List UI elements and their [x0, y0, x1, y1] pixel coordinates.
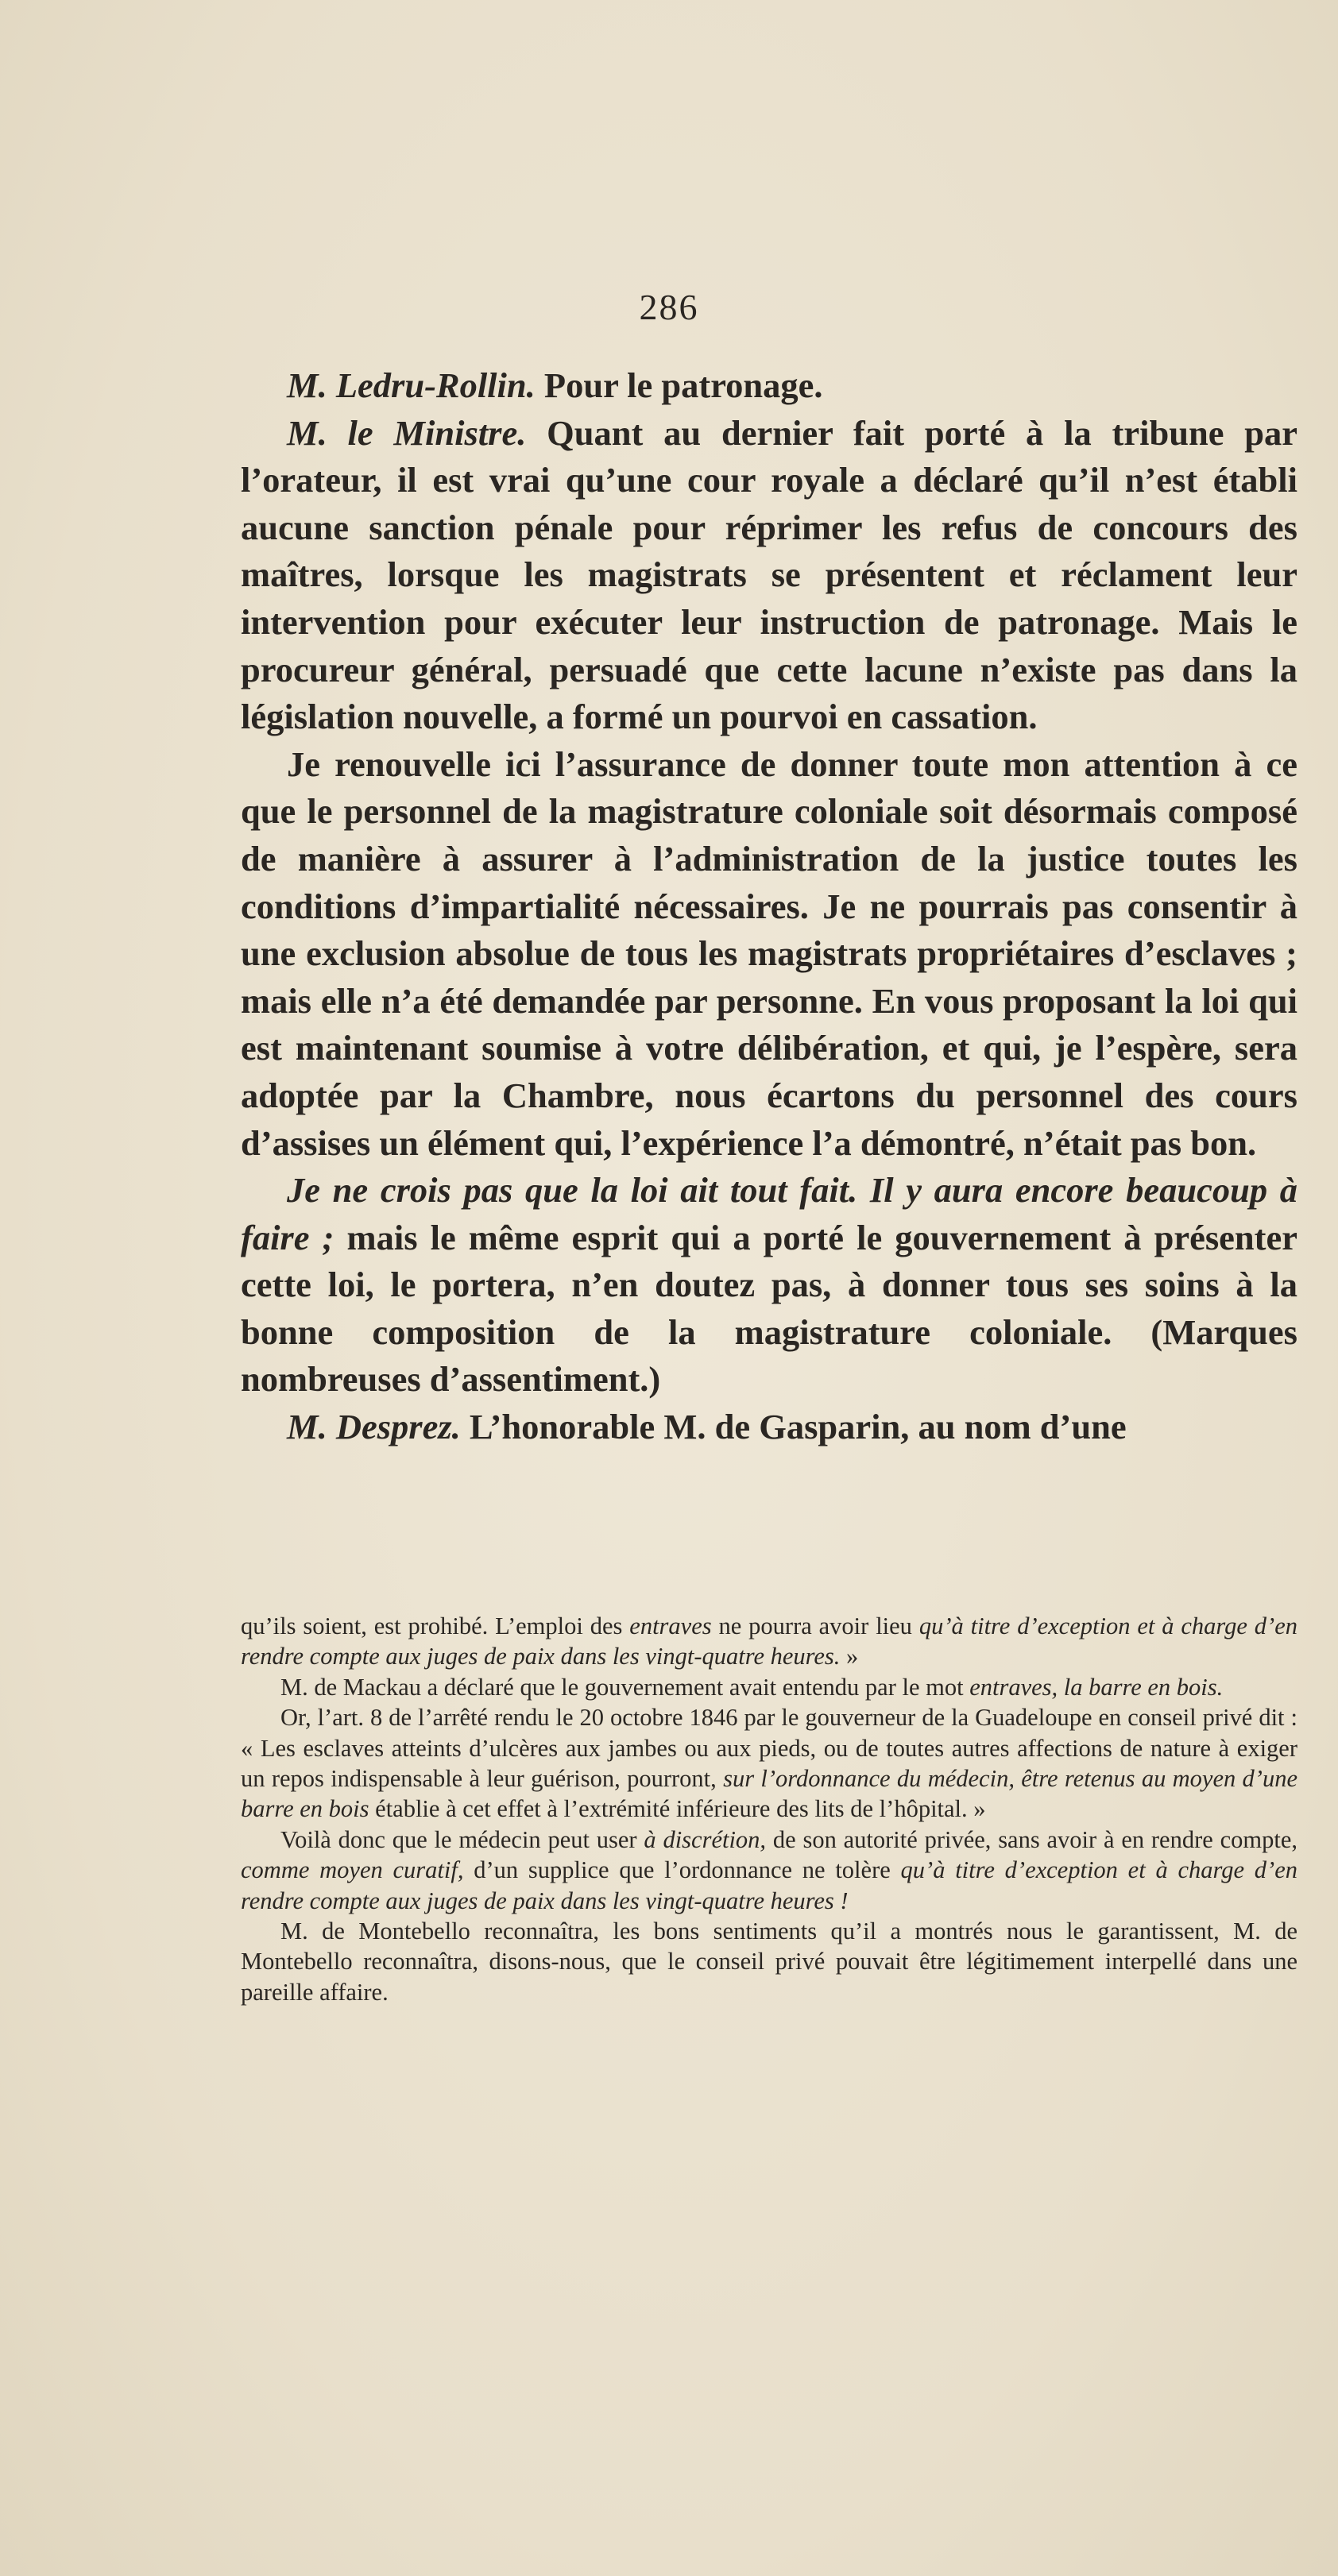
paragraph-1	[241, 362, 1297, 410]
footnote-2	[241, 1672, 1297, 1702]
paragraph-4	[241, 1167, 1297, 1404]
emphasis-text: Je ne crois pas que la loi ait tout fait. Il y aura encore beaucoup à faire ;	[241, 1170, 1297, 1257]
note-text: établie à cet effet à l’extrémité inférieure des lits de l’hôpital. »	[369, 1795, 986, 1823]
speaker-name: M. Ledru-Rollin.	[287, 365, 536, 405]
paragraph-text: L’honorable M. de Gasparin, au nom d’une	[460, 1407, 1127, 1447]
note-emphasis: qu’à titre d’exception et à charge d’en rendre compte aux juges de paix dans les vingt-quatre heures !	[241, 1856, 1297, 1914]
note-text: M. de Montebello reconnaîtra, les bons sentiments qu’il a montrés nous le garantissent, M. de Montebello reconnaîtra, disons-nous, que le conseil privé pouvait être légitimement interpellé dans une pareille affaire.	[241, 1918, 1297, 2006]
note-text: de son autorité privée, sans avoir à en rendre compte,	[766, 1825, 1297, 1853]
paragraph-3	[241, 741, 1297, 1167]
note-text: »	[840, 1643, 859, 1670]
paragraph-2	[241, 410, 1297, 741]
paragraph-text: Pour le patronage.	[535, 365, 823, 405]
footnotes	[241, 1611, 1297, 2007]
footnote-3	[241, 1702, 1297, 1825]
paragraph-5	[241, 1404, 1297, 1451]
note-text: d’un supplice que l’ordonnance ne tolère	[463, 1856, 901, 1884]
note-text: qu’ils soient, est prohibé. L’emploi des	[241, 1612, 630, 1639]
paragraph-text: mais le même esprit qui a porté le gouvernement à présenter cette loi, le portera, n’en doutez pas, à donner tous ses soins à la bonne composition de la magistrature coloniale. (Marques nombreuses d’assentiment.)	[241, 1217, 1297, 1400]
footnote-4	[241, 1825, 1297, 1916]
note-emphasis: sur l’ordonnance du médecin, être retenus au moyen d’une barre en bois	[241, 1765, 1298, 1823]
note-text: M. de Mackau a déclaré que le gouvernement avait entendu par le mot	[280, 1673, 970, 1701]
speaker-name: M. Desprez.	[287, 1407, 461, 1447]
note-text: Voilà donc que le médecin peut user	[280, 1825, 644, 1853]
page-number: 286	[639, 287, 699, 327]
note-text: ne pourra avoir lieu	[711, 1612, 919, 1639]
note-emphasis: entraves, la barre en bois.	[969, 1673, 1224, 1701]
main-text	[241, 362, 1297, 1451]
note-emphasis: à discrétion,	[644, 1825, 767, 1853]
paragraph-text: Quant au dernier fait porté à la tribune par l’orateur, il est vrai qu’une cour royale a déclaré qu’il n’est établi aucune sanction pénale pour réprimer les refus de concours des maîtres, lorsque les magistrats se présentent et réclament leur intervention pour exécuter leur instruction de patronage. Mais le procureur général, persuadé que cette lacune n’existe pas dans la législation nouvelle, a formé un pourvoi en cassation.	[241, 412, 1298, 737]
paragraph-text: Je renouvelle ici l’assurance de donner toute mon attention à ce que le personnel de la magistrature coloniale soit désormais composé de manière à assurer à l’administration de la justice toutes les conditions d’impartialité nécessaires. Je ne pourrais pas consentir à une exclusion absolue de tous les magistrats propriétaires d’esclaves ; mais elle n’a été demandée par personne. En vous proposant la loi qui est maintenant soumise à votre délibération, et qui, je l’espère, sera adoptée par la Chambre, nous écartons du personnel des cours d’assises un élément qui, l’expérience l’a démontré, n’était pas bon.	[241, 743, 1297, 1163]
note-text: Or, l’art. 8 de l’arrêté rendu le 20 octobre 1846 par le gouverneur de la Guadeloupe en conseil privé dit : « Les esclaves atteints d’ulcères aux jambes ou aux pieds, ou de toutes autres affections de nature à exiger un repos indispensable à leur guérison, pourront,	[241, 1704, 1297, 1793]
note-emphasis: entraves	[629, 1612, 712, 1639]
footnote-1	[241, 1611, 1297, 1672]
footnote-5	[241, 1916, 1297, 2007]
note-emphasis: qu’à titre d’exception et à charge d’en rendre compte aux juges de paix dans les vingt-quatre heures.	[241, 1612, 1298, 1670]
note-emphasis: comme moyen curatif,	[241, 1856, 464, 1884]
speaker-name: M. le Ministre.	[287, 412, 527, 453]
